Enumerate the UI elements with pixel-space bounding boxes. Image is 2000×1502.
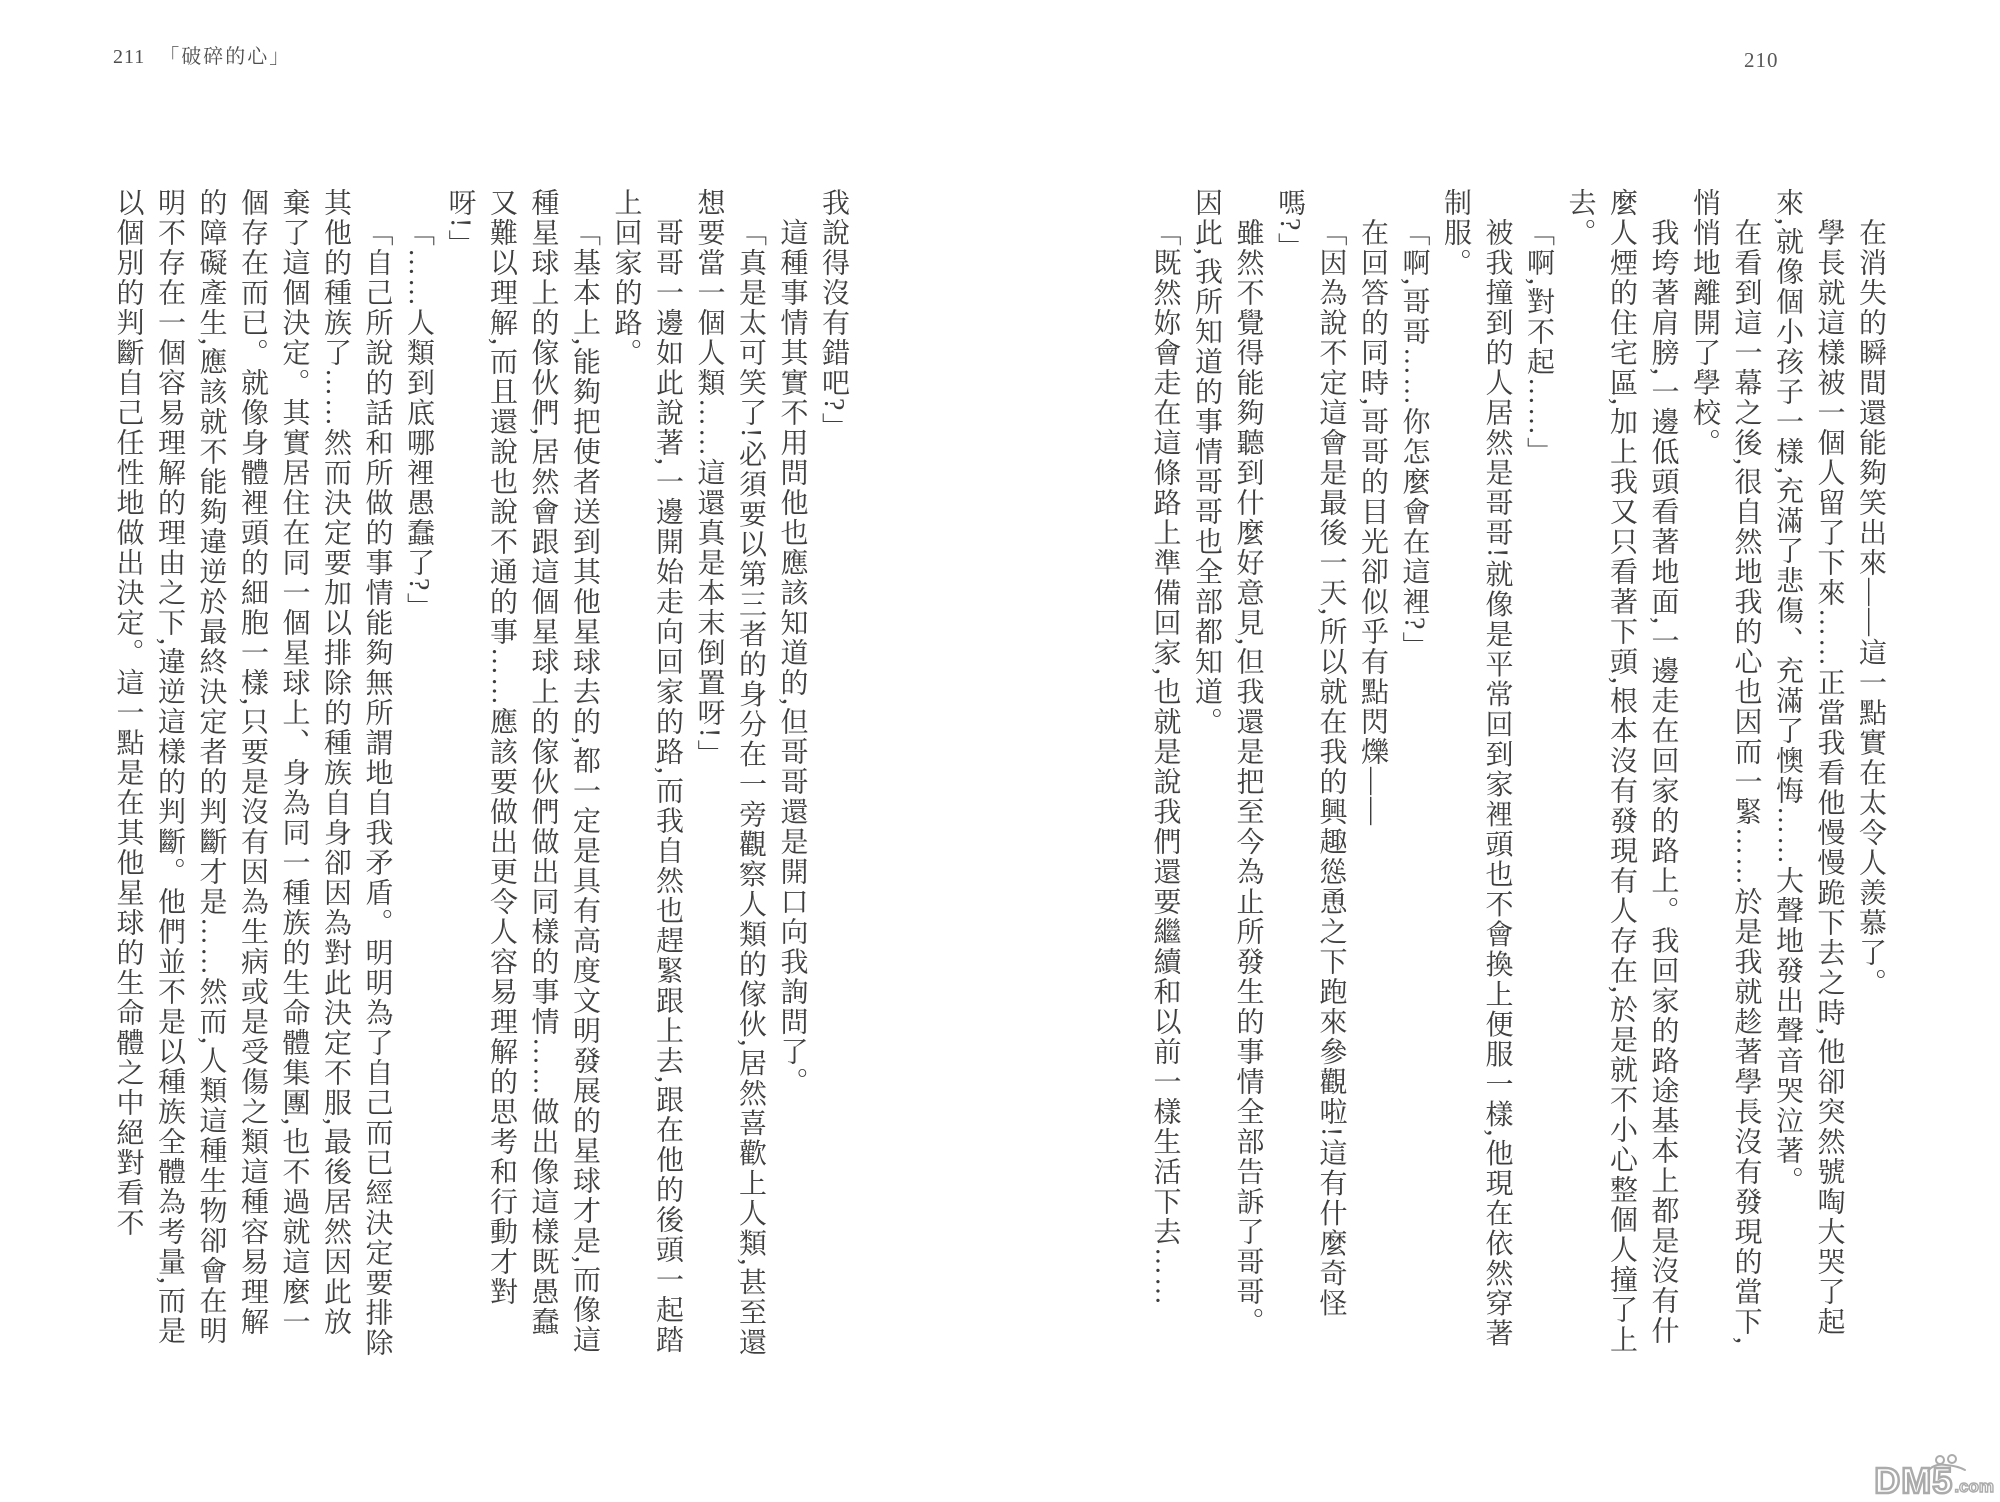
paragraph: 「既然妳會走在這條路上準備回家,也就是說我們還要繼續和以前一樣生活下去…… — [1149, 218, 1181, 1307]
paragraph: 學長就這樣被一個人留了下來……正當我看他慢慢跪下去之時,他卻突然號啕大哭了起來,就像個小孩子一樣,充滿了悲傷、充滿了懊悔……大聲地發出聲音哭泣著。 — [1772, 188, 1845, 1337]
paragraph: 「基本上,能夠把使者送到其他星球去的,都一定是具有高度文明發展的星球才是,而像這種星球上的傢伙們,居然會跟這個星球上的傢伙們做出同樣的事情……做出像這樣既愚蠢又難以理解,而且還說也說不通的事……應該要做出更令人容易理解的思考和行動才對呀!」 — [444, 188, 600, 1355]
paragraph: 「啊,哥哥……你怎麼會在這裡?」 — [1398, 218, 1430, 662]
paragraph: 被我撞到的人居然是哥哥!就像是平常回到家裡頭也不會換上便服一樣,他現在依然穿著制服。 — [1440, 188, 1513, 1349]
paragraph: 在回答的同時,哥哥的目光卻似乎有點閃爍—— — [1357, 218, 1388, 827]
left-page-text — [107, 188, 854, 1360]
paragraph: 我說得沒有錯吧?」 — [818, 188, 849, 443]
paragraph: 這種事情其實不用問他也應該知道的,但哥哥還是開口向我詢問了。 — [776, 218, 808, 1097]
dm5-watermark — [1874, 1460, 1994, 1501]
paragraph: 我垮著肩膀,一邊低頭看著地面,一邊走在回家的路上。我回家的路途基本上都是沒有什麼人煙的住宅區,加上我又只看著下頭,根本沒有發現有人存在,於是就不小心整個人撞了上去。 — [1564, 188, 1679, 1355]
running-head-right — [1744, 48, 1779, 73]
chapter-title: 「破碎的心」 — [159, 46, 292, 68]
running-head-left — [113, 40, 291, 69]
paragraph: 哥哥一邊如此說著,一邊開始走向回家的路,而我自然也趕緊跟上去,跟在他的後頭一起踏上回家的路。 — [610, 188, 683, 1355]
paragraph: 「啊,對不起……」 — [1523, 218, 1554, 467]
paragraph: 雖然不覺得能夠聽到什麼好意見,但我還是把至今為止所發生的事情全部告訴了哥哥。因此,我所知道的事情哥哥也全部都知道。 — [1191, 188, 1264, 1337]
paragraph: 「……人類到底哪裡愚蠢了?」 — [403, 218, 434, 623]
right-page-text — [1144, 188, 1891, 1360]
frog-doodle-icon — [1924, 1454, 1968, 1474]
paragraph: 「因為說不定這會是最後一天,所以就在我的興趣慫恿之下跑來參觀啦!這有什麼奇怪嗎?」 — [1274, 188, 1347, 1319]
watermark-suffix-text: .com — [1954, 1477, 1994, 1496]
page-number-left: 211 — [113, 46, 146, 68]
paragraph: 「自己所說的話和所做的事情能夠無所謂地自我矛盾。明明為了自己而已經決定要排除其他的種族了……然而決定要加以排除的種族自身卻因為對此決定不服,最後居然因此放棄了這個決定。其實居住在同一個星球上、身為同一種族的生命體集團,也不過就這麼一個存在而已。就像身體裡頭的細胞一樣,只要是沒有因為生病或是受傷之類這種容易理解的障礙產生,應該就不能夠違逆於最終決定者的判斷才是……然而,人類這種生物卻會在明明不存在一個容易理解的理由之下,違逆這樣的判斷。他們並不是以種族全體為考量,而是以個別的判斷自己任性地做出決定。這一點是在其他星球的生命體之中絕對看不 — [112, 188, 393, 1358]
page-number-right: 210 — [1744, 48, 1779, 72]
paragraph: 在看到這一幕之後,很自然地我的心也因而一緊……於是我就趁著學長沒有發現的當下,悄悄地離開了學校。 — [1689, 188, 1762, 1346]
watermark-logo-text: DM5 — [1874, 1460, 1954, 1501]
paragraph: 在消失的瞬間還能夠笑出來——這一點實在太令人羨慕了。 — [1855, 218, 1886, 998]
paragraph: 「真是太可笑了!必須要以第三者的身分在一旁觀察人類的傢伙,居然喜歡上人類,甚至還想要當一個人類……這還真是本末倒置呀!」 — [693, 188, 766, 1358]
